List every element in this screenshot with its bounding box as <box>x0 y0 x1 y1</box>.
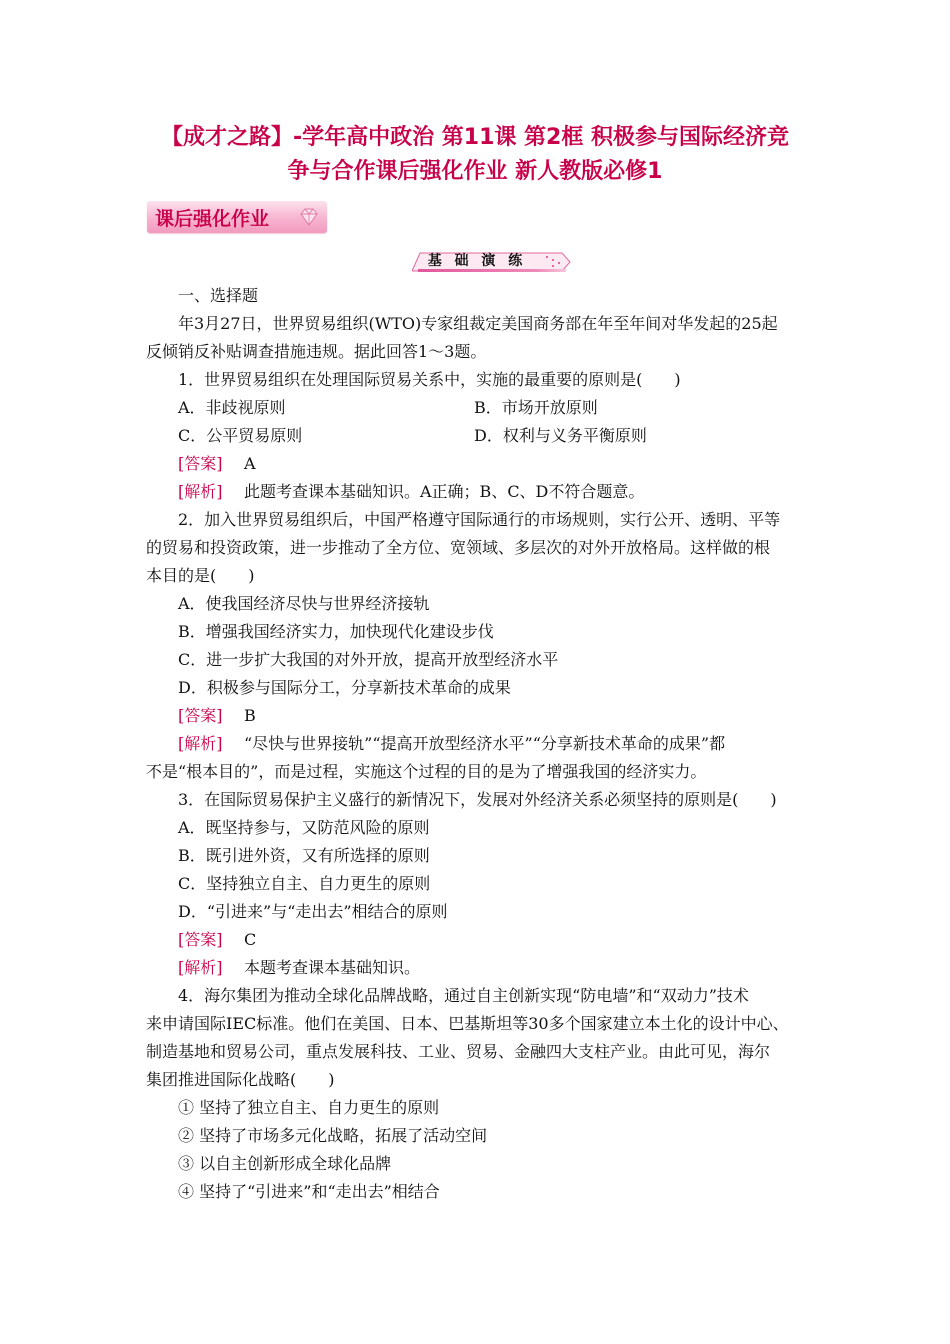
question-2-option-b: B．增强我国经济实力，加快现代化建设步伐 <box>178 622 494 641</box>
question-2-analysis-line-1: “尽快与世界接轨”“提高开放型经济水平”“分享新技术革命的成果”都 <box>244 734 726 753</box>
question-4-statement-2: ② 坚持了市场多元化战略，拓展了活动空间 <box>178 1126 488 1145</box>
intro-line-2: 反倾销反补贴调查措施违规。据此回答1～3题。 <box>146 342 487 361</box>
question-4-stem-line-3: 制造基地和贸易公司，重点发展科技、工业、贸易、金融四大支柱产业。由此可见，海尔 <box>146 1042 771 1061</box>
question-1-analysis-tag: [解析] <box>178 482 223 501</box>
question-1-answer: A <box>244 454 256 473</box>
question-1-option-c: C．公平贸易原则 <box>178 426 303 445</box>
question-2-analysis-line-2: 不是“根本目的”，而是过程，实施这个过程的目的是为了增强我国的经济实力。 <box>146 762 707 781</box>
question-2-analysis-tag: [解析] <box>178 734 223 753</box>
question-4-stem-line-2: 来申请国际IEC标准。他们在美国、日本、巴基斯坦等30多个国家建立本土化的设计中心、 <box>146 1014 789 1033</box>
question-2-answer-tag: [答案] <box>178 706 223 725</box>
question-4-stem-line-4: 集团推进国际化战略( ) <box>146 1070 335 1089</box>
question-4-statement-1: ① 坚持了独立自主、自力更生的原则 <box>178 1098 440 1117</box>
question-3-analysis-tag: [解析] <box>178 958 223 977</box>
question-2-option-d: D．积极参与国际分工，分享新技术革命的成果 <box>178 678 511 697</box>
document-title-line-2: 争与合作课后强化作业 新人教版必修1 <box>287 159 663 184</box>
question-2-option-c: C．进一步扩大我国的对外开放，提高开放型经济水平 <box>178 650 559 669</box>
intro-line-1: 年3月27日，世界贸易组织(WTO)专家组裁定美国商务部在年至年间对华发起的25起 <box>178 314 778 333</box>
question-4-stem-line-1: 4．海尔集团为推动全球化品牌战略，通过自主创新实现“防电墙”和“双动力”技术 <box>178 986 749 1005</box>
question-3-stem: 3．在国际贸易保护主义盛行的新情况下，发展对外经济关系必须坚持的原则是( ) <box>178 790 777 809</box>
question-3-analysis: 本题考查课本基础知识。 <box>244 958 421 977</box>
diamond-icon <box>297 205 321 229</box>
question-3-option-c: C．坚持独立自主、自力更生的原则 <box>178 874 431 893</box>
question-3-option-d: D．“引进来”与“走出去”相结合的原则 <box>178 902 448 921</box>
question-2-answer: B <box>244 706 256 725</box>
question-2-option-a: A．使我国经济尽快与世界经济接轨 <box>178 594 430 613</box>
question-1-answer-tag: [答案] <box>178 454 223 473</box>
question-4-statement-3: ③ 以自主创新形成全球化品牌 <box>178 1154 392 1173</box>
question-2-stem-line-1: 2．加入世界贸易组织后，中国严格遵守国际通行的市场规则，实行公开、透明、平等 <box>178 510 781 529</box>
question-1-analysis: 此题考查课本基础知识。A正确；B、C、D不符合题意。 <box>244 482 645 501</box>
question-3-answer: C <box>244 930 257 949</box>
question-1-option-a: A．非歧视原则 <box>178 398 286 417</box>
question-1-stem: 1．世界贸易组织在处理国际贸易关系中，实施的最重要的原则是( ) <box>178 370 681 389</box>
section-label: 基 础 演 练 <box>427 253 527 269</box>
document-title-line-1: 【成才之路】-学年高中政治 第11课 第2框 积极参与国际经济竞 <box>160 125 790 150</box>
question-3-option-b: B．既引进外资，又有所选择的原则 <box>178 846 430 865</box>
question-1-option-d: D．权利与义务平衡原则 <box>474 426 647 445</box>
section-heading: 一、选择题 <box>178 286 259 305</box>
question-2-stem-line-3: 本目的是( ) <box>146 566 255 585</box>
homework-banner-label: 课后强化作业 <box>155 208 270 230</box>
section-ribbon <box>412 250 572 274</box>
question-3-answer-tag: [答案] <box>178 930 223 949</box>
question-4-statement-4: ④ 坚持了“引进来”和“走出去”相结合 <box>178 1182 440 1201</box>
question-3-option-a: A．既坚持参与，又防范风险的原则 <box>178 818 430 837</box>
homework-banner <box>147 201 327 233</box>
question-1-option-b: B．市场开放原则 <box>474 398 598 417</box>
question-2-stem-line-2: 的贸易和投资政策，进一步推动了全方位、宽领域、多层次的对外开放格局。这样做的根 <box>146 538 771 557</box>
